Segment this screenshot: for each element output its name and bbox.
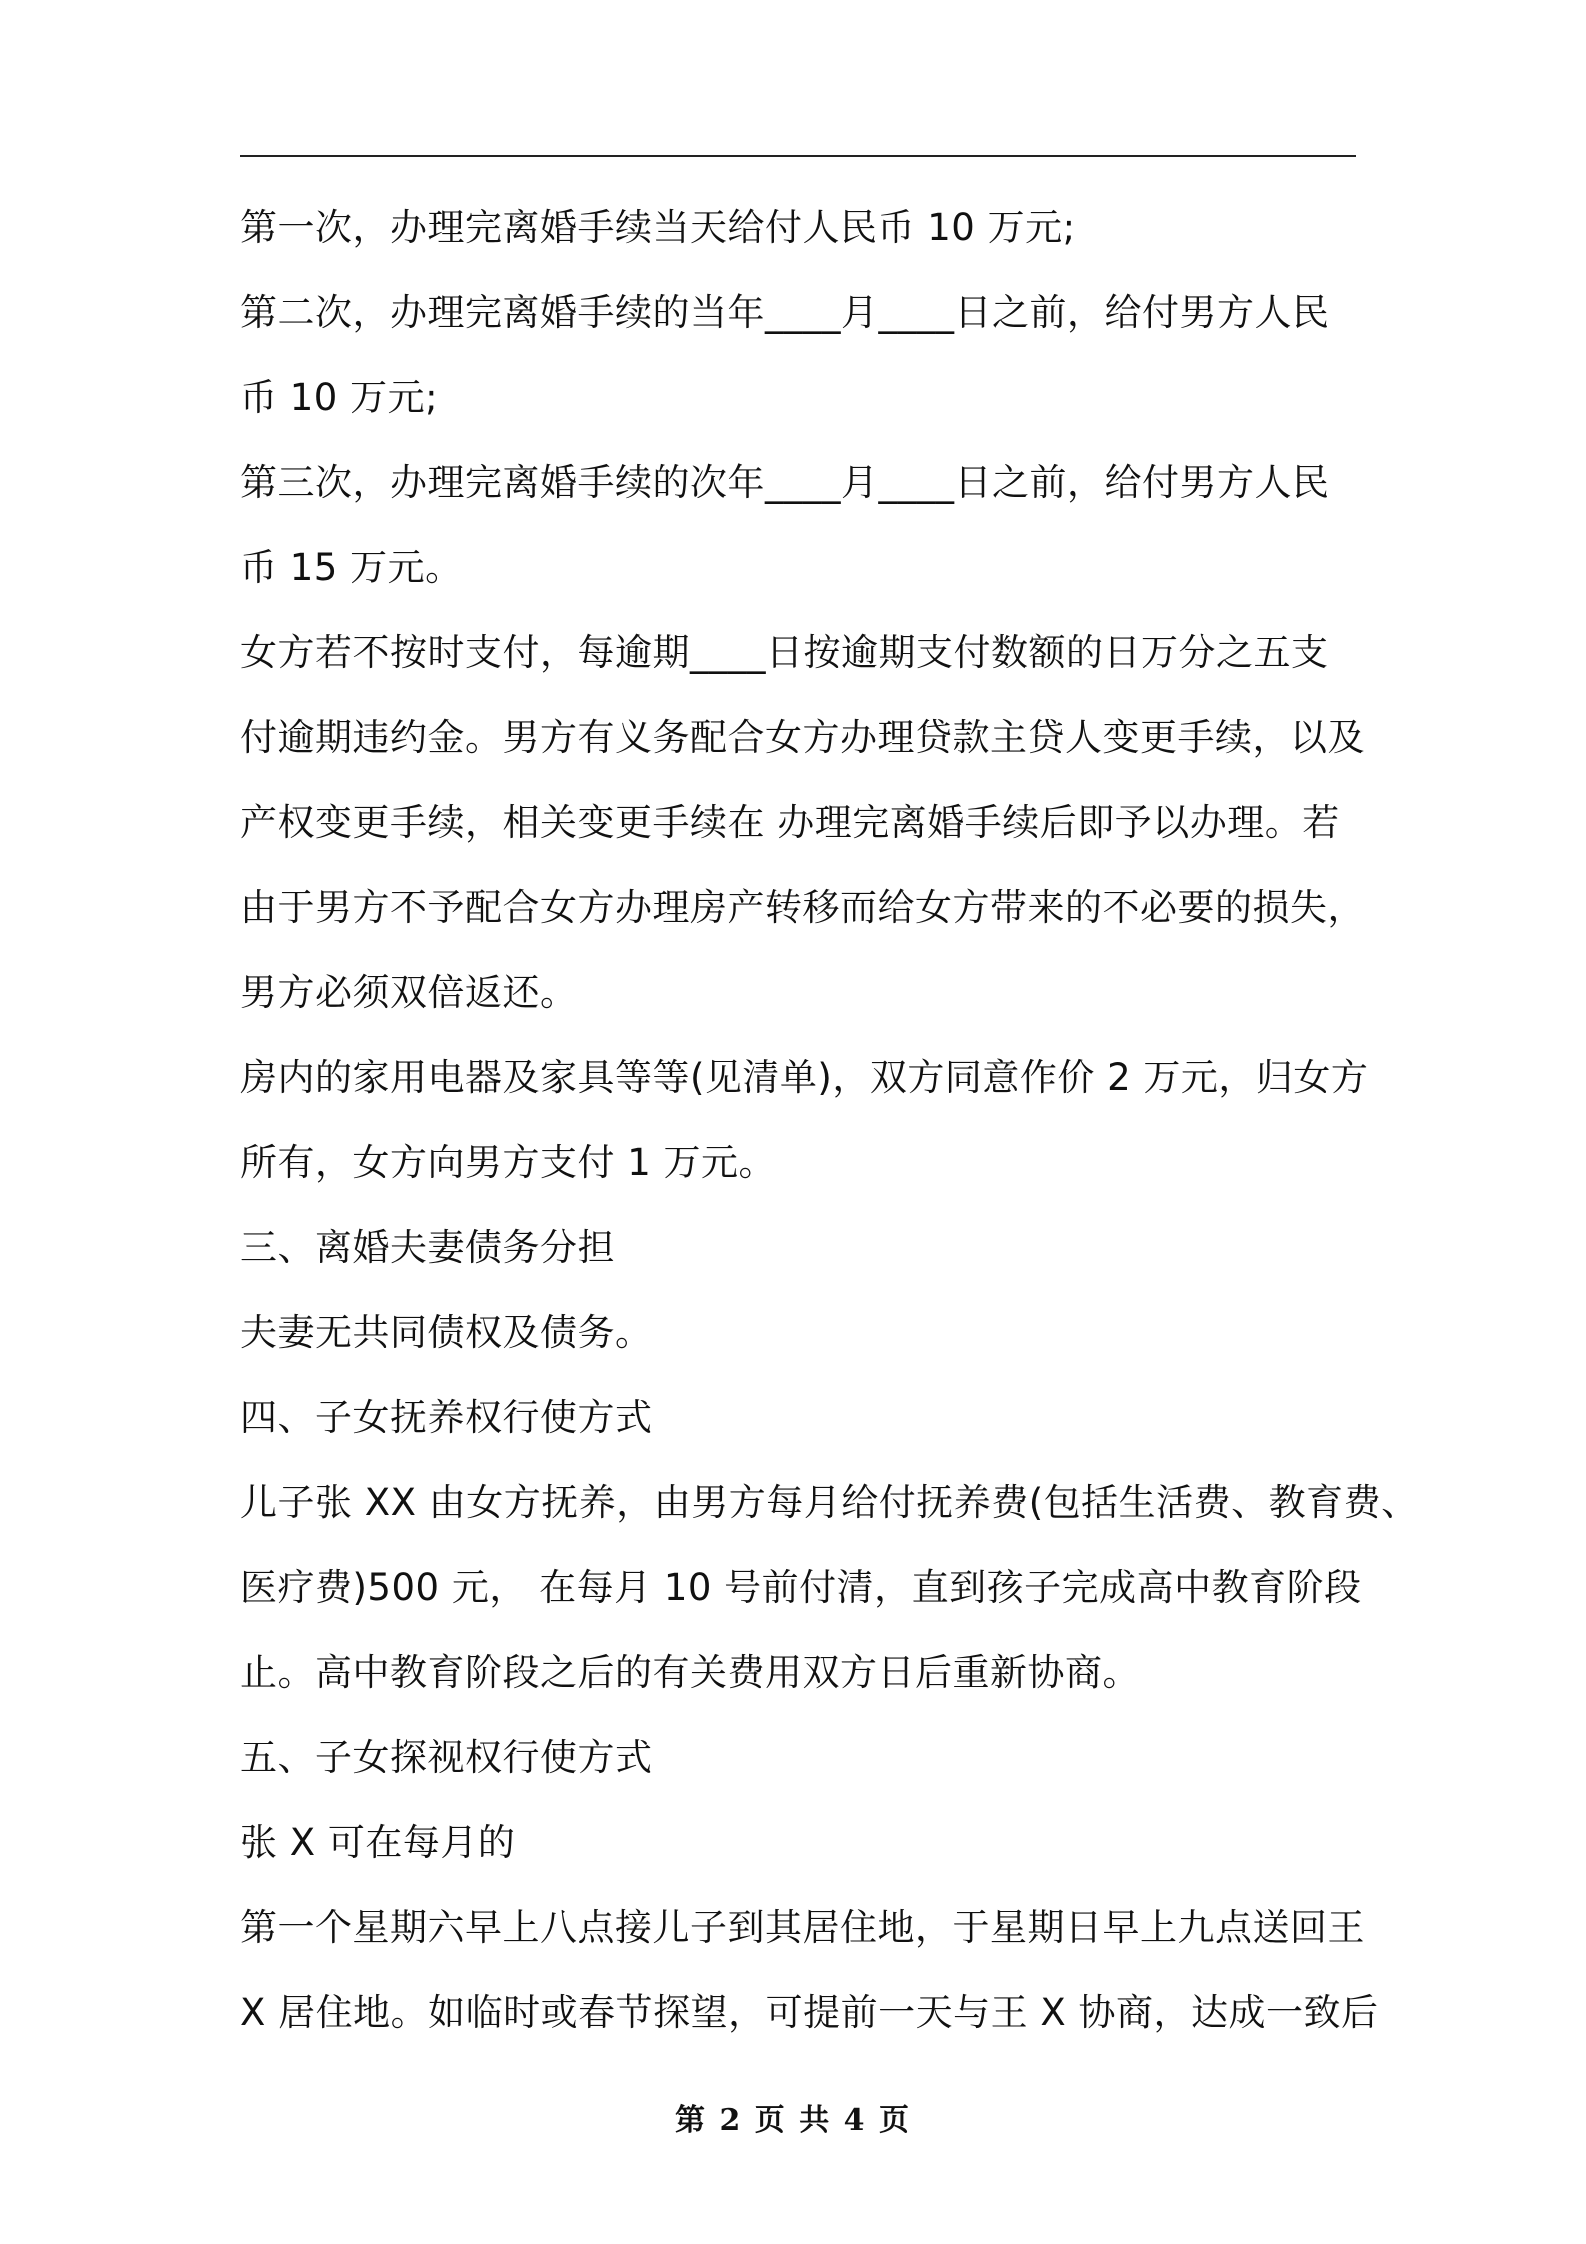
body-line: 止。高中教育阶段之后的有关费用双方日后重新协商。 xyxy=(240,1651,1140,1694)
body-line: 第三次，办理完离婚手续的次年____月____日之前，给付男方人民 xyxy=(240,461,1330,504)
body-line: 第二次，办理完离婚手续的当年____月____日之前，给付男方人民 xyxy=(240,291,1330,334)
section-heading: 四、子女抚养权行使方式 xyxy=(240,1396,653,1439)
section-heading: 三、离婚夫妻债务分担 xyxy=(240,1226,615,1269)
body-line: 女方若不按时支付，每逾期____日按逾期支付数额的日万分之五支 xyxy=(240,631,1329,674)
body-line: 第一次，办理完离婚手续当天给付人民币 10 万元; xyxy=(240,206,1076,249)
body-line: 第一个星期六早上八点接儿子到其居住地，于星期日早上九点送回王 xyxy=(240,1906,1365,1949)
body-line: 儿子张 XX 由女方抚养，由男方每月给付抚养费(包括生活费、教育费、 xyxy=(240,1481,1419,1524)
body-line: 产权变更手续，相关变更手续在 办理完离婚手续后即予以办理。若 xyxy=(240,801,1340,844)
body-line: 付逾期违约金。男方有义务配合女方办理贷款主贷人变更手续，以及 xyxy=(240,716,1365,759)
body-line: 医疗费)500 元， 在每月 10 号前付清，直到孩子完成高中教育阶段 xyxy=(240,1566,1362,1609)
header-rule xyxy=(240,155,1356,157)
section-heading: 五、子女探视权行使方式 xyxy=(240,1736,653,1779)
body-line: 所有，女方向男方支付 1 万元。 xyxy=(240,1141,777,1184)
body-line: 夫妻无共同债权及债务。 xyxy=(240,1311,653,1354)
body-line: 张 X 可在每月的 xyxy=(240,1821,516,1864)
body-line: 由于男方不予配合女方办理房产转移而给女方带来的不必要的损失， xyxy=(240,886,1365,929)
page-number-footer: 第 2 页 共 4 页 xyxy=(675,2103,911,2138)
body-line: 男方必须双倍返还。 xyxy=(240,971,578,1014)
body-line: 币 15 万元。 xyxy=(240,546,463,589)
document-body xyxy=(240,185,1419,2055)
body-line: 房内的家用电器及家具等等(见清单)，双方同意作价 2 万元，归女方 xyxy=(240,1056,1369,1099)
body-line: 币 10 万元; xyxy=(240,376,439,419)
body-line: X 居住地。如临时或春节探望，可提前一天与王 X 协商，达成一致后 xyxy=(240,1991,1379,2034)
